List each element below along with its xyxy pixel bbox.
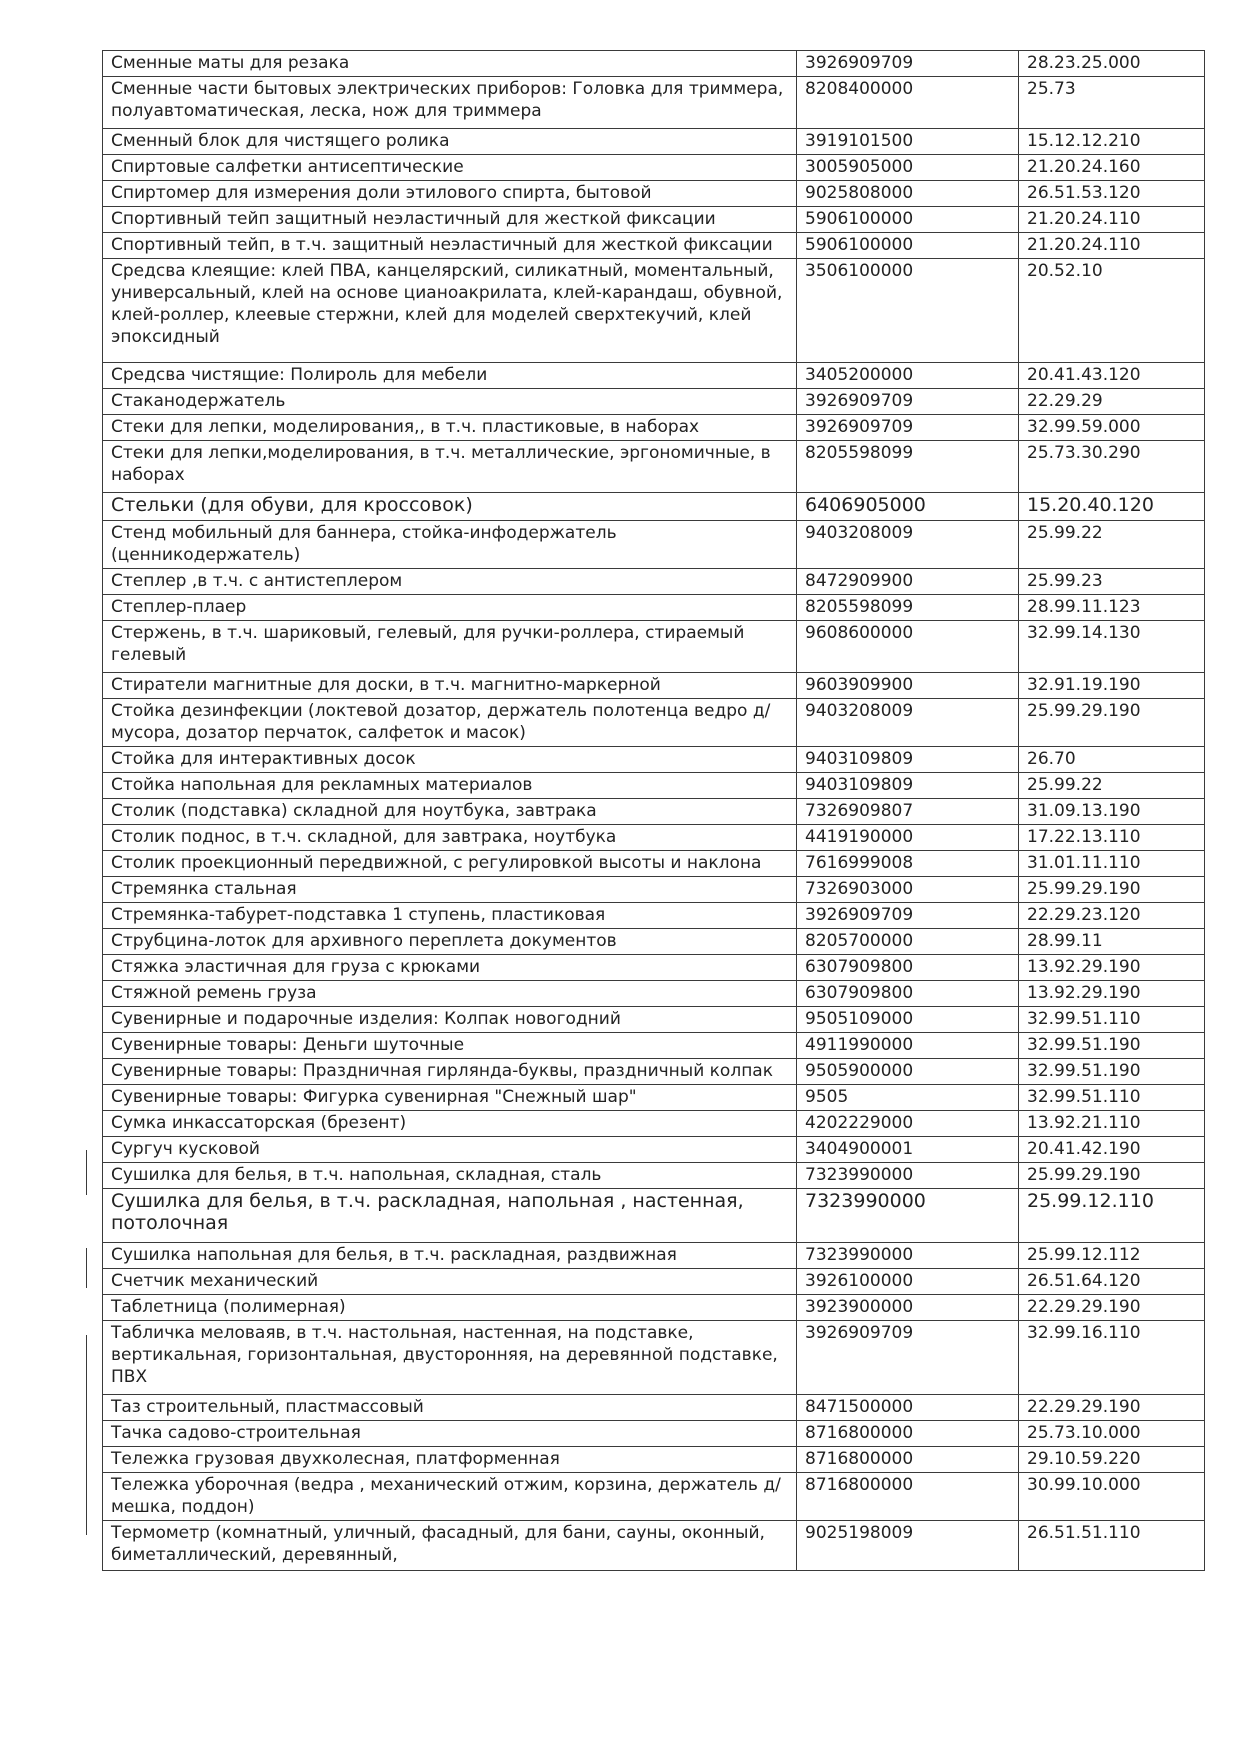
okpd2-code-cell: 25.99.22: [1019, 521, 1205, 569]
tnved-code-cell: 9025198009: [797, 1521, 1019, 1571]
item-name-cell: Счетчик механический: [103, 1269, 797, 1295]
table-row: [103, 415, 1205, 441]
tnved-code-cell: 9505: [797, 1085, 1019, 1111]
item-name-cell: Термометр (комнатный, уличный, фасадный, для бани, сауны, оконный, биметаллический, деревянный,: [103, 1521, 797, 1571]
tnved-code-cell: 9025808000: [797, 181, 1019, 207]
okpd2-code-cell: 20.41.42.190: [1019, 1137, 1205, 1163]
table-row: [103, 1295, 1205, 1321]
item-name-cell: Сменные части бытовых электрических приборов: Головка для триммера, полуавтоматическая, леска, нож для триммера: [103, 77, 797, 129]
item-name-cell: Сменные маты для резака: [103, 51, 797, 77]
table-row: [103, 1321, 1205, 1395]
item-name-cell: Стяжной ремень груза: [103, 981, 797, 1007]
tnved-code-cell: 3404900001: [797, 1137, 1019, 1163]
item-name-cell: Стиратели магнитные для доски, в т.ч. магнитно-маркерной: [103, 673, 797, 699]
item-name-cell: Спиртомер для измерения доли этилового спирта, бытовой: [103, 181, 797, 207]
table-row: [103, 1137, 1205, 1163]
okpd2-code-cell: 26.51.53.120: [1019, 181, 1205, 207]
table-row: [103, 955, 1205, 981]
table-row: [103, 259, 1205, 363]
table-row: [103, 233, 1205, 259]
okpd2-code-cell: 32.99.16.110: [1019, 1321, 1205, 1395]
okpd2-code-cell: 21.20.24.160: [1019, 155, 1205, 181]
item-name-cell: Тачка садово-строительная: [103, 1421, 797, 1447]
item-name-cell: Стойка напольная для рекламных материалов: [103, 773, 797, 799]
item-name-cell: Сувенирные товары: Деньги шуточные: [103, 1033, 797, 1059]
okpd2-code-cell: 25.73: [1019, 77, 1205, 129]
tnved-code-cell: 4202229000: [797, 1111, 1019, 1137]
tnved-code-cell: 9608600000: [797, 621, 1019, 673]
okpd2-code-cell: 15.12.12.210: [1019, 129, 1205, 155]
okpd2-code-cell: 25.73.30.290: [1019, 441, 1205, 493]
item-name-cell: Стремянка стальная: [103, 877, 797, 903]
item-name-cell: Струбцина-лоток для архивного переплета документов: [103, 929, 797, 955]
okpd2-code-cell: 13.92.21.110: [1019, 1111, 1205, 1137]
table-row: [103, 1189, 1205, 1243]
tnved-code-cell: 7616999008: [797, 851, 1019, 877]
table-row: [103, 181, 1205, 207]
okpd2-code-cell: 32.99.51.110: [1019, 1085, 1205, 1111]
scan-margin-mark: [86, 1150, 87, 1195]
table-row: [103, 673, 1205, 699]
okpd2-code-cell: 32.99.14.130: [1019, 621, 1205, 673]
table-row: [103, 699, 1205, 747]
tnved-code-cell: 5906100000: [797, 207, 1019, 233]
table-row: [103, 1085, 1205, 1111]
item-name-cell: Сувенирные и подарочные изделия: Колпак новогодний: [103, 1007, 797, 1033]
okpd2-code-cell: 25.99.29.190: [1019, 877, 1205, 903]
item-name-cell: Таблетница (полимерная): [103, 1295, 797, 1321]
tnved-code-cell: 8208400000: [797, 77, 1019, 129]
okpd2-code-cell: 13.92.29.190: [1019, 981, 1205, 1007]
table-row: [103, 981, 1205, 1007]
table-row: [103, 389, 1205, 415]
tnved-code-cell: 3405200000: [797, 363, 1019, 389]
item-name-cell: Столик проекционный передвижной, с регулировкой высоты и наклона: [103, 851, 797, 877]
okpd2-code-cell: 25.99.12.110: [1019, 1189, 1205, 1243]
tnved-code-cell: 7326903000: [797, 877, 1019, 903]
tnved-code-cell: 3926909709: [797, 903, 1019, 929]
item-name-cell: Сувенирные товары: Праздничная гирлянда-буквы, праздничный колпак: [103, 1059, 797, 1085]
okpd2-code-cell: 26.51.64.120: [1019, 1269, 1205, 1295]
tnved-code-cell: 4419190000: [797, 825, 1019, 851]
item-name-cell: Стаканодержатель: [103, 389, 797, 415]
tnved-code-cell: 3005905000: [797, 155, 1019, 181]
item-name-cell: Сургуч кусковой: [103, 1137, 797, 1163]
tnved-code-cell: 3926909709: [797, 415, 1019, 441]
tnved-code-cell: 3926909709: [797, 389, 1019, 415]
okpd2-code-cell: 32.91.19.190: [1019, 673, 1205, 699]
item-name-cell: Стойка для интерактивных досок: [103, 747, 797, 773]
tnved-code-cell: 3919101500: [797, 129, 1019, 155]
okpd2-code-cell: 26.70: [1019, 747, 1205, 773]
tnved-code-cell: 7323990000: [797, 1189, 1019, 1243]
table-row: [103, 569, 1205, 595]
item-name-cell: Средсва чистящие: Полироль для мебели: [103, 363, 797, 389]
tnved-code-cell: 8205598099: [797, 441, 1019, 493]
scan-margin-mark: [86, 1335, 87, 1535]
tnved-code-cell: 9603909900: [797, 673, 1019, 699]
tnved-code-cell: 8716800000: [797, 1473, 1019, 1521]
table-row: [103, 521, 1205, 569]
table-row: [103, 129, 1205, 155]
okpd2-code-cell: 30.99.10.000: [1019, 1473, 1205, 1521]
okpd2-code-cell: 28.23.25.000: [1019, 51, 1205, 77]
table-row: [103, 851, 1205, 877]
table-row: [103, 825, 1205, 851]
table-row: [103, 1243, 1205, 1269]
tnved-code-cell: 5906100000: [797, 233, 1019, 259]
item-name-cell: Стеки для лепки, моделирования,, в т.ч. пластиковые, в наборах: [103, 415, 797, 441]
table-row: [103, 621, 1205, 673]
okpd2-code-cell: 25.99.29.190: [1019, 699, 1205, 747]
item-name-cell: Табличка меловаяв, в т.ч. настольная, настенная, на подставке, вертикальная, горизонтальная, двусторонняя, на деревянной подставке, ПВХ: [103, 1321, 797, 1395]
tnved-code-cell: 6406905000: [797, 493, 1019, 521]
table-row: [103, 493, 1205, 521]
item-name-cell: Спортивный тейп, в т.ч. защитный неэластичный для жесткой фиксации: [103, 233, 797, 259]
item-name-cell: Тележка грузовая двухколесная, платформенная: [103, 1447, 797, 1473]
okpd2-code-cell: 26.51.51.110: [1019, 1521, 1205, 1571]
tnved-code-cell: 8471500000: [797, 1395, 1019, 1421]
tnved-code-cell: 9403109809: [797, 747, 1019, 773]
okpd2-code-cell: 22.29.29.190: [1019, 1395, 1205, 1421]
table-row: [103, 1447, 1205, 1473]
item-name-cell: Стеки для лепки,моделирования, в т.ч. металлические, эргономичные, в наборах: [103, 441, 797, 493]
okpd2-code-cell: 25.99.12.112: [1019, 1243, 1205, 1269]
item-name-cell: Сумка инкассаторская (брезент): [103, 1111, 797, 1137]
okpd2-code-cell: 17.22.13.110: [1019, 825, 1205, 851]
okpd2-code-cell: 31.09.13.190: [1019, 799, 1205, 825]
product-code-table: [102, 50, 1205, 1571]
item-name-cell: Средсва клеящие: клей ПВА, канцелярский, силикатный, моментальный, универсальный, клей на основе цианоакрилата, клей-карандаш, обувной, клей-роллер, клеевые стержни, клей для моделей сверхтекучий, клей эпоксидный: [103, 259, 797, 363]
tnved-code-cell: 3926100000: [797, 1269, 1019, 1295]
table-row: [103, 1421, 1205, 1447]
tnved-code-cell: 3926909709: [797, 1321, 1019, 1395]
okpd2-code-cell: 20.41.43.120: [1019, 363, 1205, 389]
tnved-code-cell: 8205598099: [797, 595, 1019, 621]
item-name-cell: Стремянка-табурет-подставка 1 ступень, пластиковая: [103, 903, 797, 929]
item-name-cell: Стяжка эластичная для груза с крюками: [103, 955, 797, 981]
okpd2-code-cell: 21.20.24.110: [1019, 207, 1205, 233]
table-row: [103, 1059, 1205, 1085]
tnved-code-cell: 9403109809: [797, 773, 1019, 799]
tnved-code-cell: 7323990000: [797, 1163, 1019, 1189]
okpd2-code-cell: 22.29.23.120: [1019, 903, 1205, 929]
okpd2-code-cell: 22.29.29: [1019, 389, 1205, 415]
table-row: [103, 51, 1205, 77]
item-name-cell: Таз строительный, пластмассовый: [103, 1395, 797, 1421]
scan-margin-mark: [86, 1248, 87, 1288]
item-name-cell: Стойка дезинфекции (локтевой дозатор, держатель полотенца ведро д/мусора, дозатор перчаток, салфеток и масок): [103, 699, 797, 747]
tnved-code-cell: 8472909900: [797, 569, 1019, 595]
tnved-code-cell: 4911990000: [797, 1033, 1019, 1059]
item-name-cell: Стельки (для обуви, для кроссовок): [103, 493, 797, 521]
item-name-cell: Стержень, в т.ч. шариковый, гелевый, для ручки-роллера, стираемый гелевый: [103, 621, 797, 673]
item-name-cell: Сушилка для белья, в т.ч. раскладная, напольная , настенная, потолочная: [103, 1189, 797, 1243]
item-name-cell: Стенд мобильный для баннера, стойка-инфодержатель (ценникодержатель): [103, 521, 797, 569]
okpd2-code-cell: 15.20.40.120: [1019, 493, 1205, 521]
table-row: [103, 1395, 1205, 1421]
item-name-cell: Степлер-плаер: [103, 595, 797, 621]
okpd2-code-cell: 28.99.11: [1019, 929, 1205, 955]
tnved-code-cell: 8716800000: [797, 1421, 1019, 1447]
okpd2-code-cell: 29.10.59.220: [1019, 1447, 1205, 1473]
tnved-code-cell: 7323990000: [797, 1243, 1019, 1269]
tnved-code-cell: 7326909807: [797, 799, 1019, 825]
okpd2-code-cell: 32.99.51.190: [1019, 1059, 1205, 1085]
table-row: [103, 747, 1205, 773]
item-name-cell: Столик поднос, в т.ч. складной, для завтрака, ноутбука: [103, 825, 797, 851]
table-row: [103, 155, 1205, 181]
tnved-code-cell: 6307909800: [797, 955, 1019, 981]
item-name-cell: Спортивный тейп защитный неэластичный для жесткой фиксации: [103, 207, 797, 233]
tnved-code-cell: 3506100000: [797, 259, 1019, 363]
tnved-code-cell: 8716800000: [797, 1447, 1019, 1473]
table-row: [103, 1163, 1205, 1189]
okpd2-code-cell: 13.92.29.190: [1019, 955, 1205, 981]
item-name-cell: Тележка уборочная (ведра , механический отжим, корзина, держатель д/мешка, поддон): [103, 1473, 797, 1521]
table-row: [103, 1473, 1205, 1521]
okpd2-code-cell: 22.29.29.190: [1019, 1295, 1205, 1321]
okpd2-code-cell: 28.99.11.123: [1019, 595, 1205, 621]
table-row: [103, 1521, 1205, 1571]
table-row: [103, 363, 1205, 389]
table-row: [103, 903, 1205, 929]
item-name-cell: Сушилка напольная для белья, в т.ч. раскладная, раздвижная: [103, 1243, 797, 1269]
tnved-code-cell: 9403208009: [797, 699, 1019, 747]
table-row: [103, 441, 1205, 493]
tnved-code-cell: 9403208009: [797, 521, 1019, 569]
table-row: [103, 595, 1205, 621]
tnved-code-cell: 8205700000: [797, 929, 1019, 955]
okpd2-code-cell: 32.99.51.110: [1019, 1007, 1205, 1033]
item-name-cell: Спиртовые салфетки антисептические: [103, 155, 797, 181]
table-row: [103, 877, 1205, 903]
okpd2-code-cell: 32.99.59.000: [1019, 415, 1205, 441]
item-name-cell: Сувенирные товары: Фигурка сувенирная "Снежный шар": [103, 1085, 797, 1111]
item-name-cell: Степлер ,в т.ч. с антистеплером: [103, 569, 797, 595]
okpd2-code-cell: 25.73.10.000: [1019, 1421, 1205, 1447]
item-name-cell: Сменный блок для чистящего ролика: [103, 129, 797, 155]
table-row: [103, 799, 1205, 825]
okpd2-code-cell: 32.99.51.190: [1019, 1033, 1205, 1059]
table-row: [103, 929, 1205, 955]
item-name-cell: Сушилка для белья, в т.ч. напольная, складная, сталь: [103, 1163, 797, 1189]
table-row: [103, 1007, 1205, 1033]
okpd2-code-cell: 31.01.11.110: [1019, 851, 1205, 877]
tnved-code-cell: 3926909709: [797, 51, 1019, 77]
item-name-cell: Столик (подставка) складной для ноутбука, завтрака: [103, 799, 797, 825]
okpd2-code-cell: 25.99.23: [1019, 569, 1205, 595]
tnved-code-cell: 6307909800: [797, 981, 1019, 1007]
table-row: [103, 1033, 1205, 1059]
tnved-code-cell: 9505900000: [797, 1059, 1019, 1085]
okpd2-code-cell: 25.99.29.190: [1019, 1163, 1205, 1189]
table-row: [103, 1269, 1205, 1295]
tnved-code-cell: 3923900000: [797, 1295, 1019, 1321]
okpd2-code-cell: 21.20.24.110: [1019, 233, 1205, 259]
table-row: [103, 773, 1205, 799]
table-row: [103, 77, 1205, 129]
okpd2-code-cell: 20.52.10: [1019, 259, 1205, 363]
table-row: [103, 207, 1205, 233]
tnved-code-cell: 9505109000: [797, 1007, 1019, 1033]
table-row: [103, 1111, 1205, 1137]
okpd2-code-cell: 25.99.22: [1019, 773, 1205, 799]
